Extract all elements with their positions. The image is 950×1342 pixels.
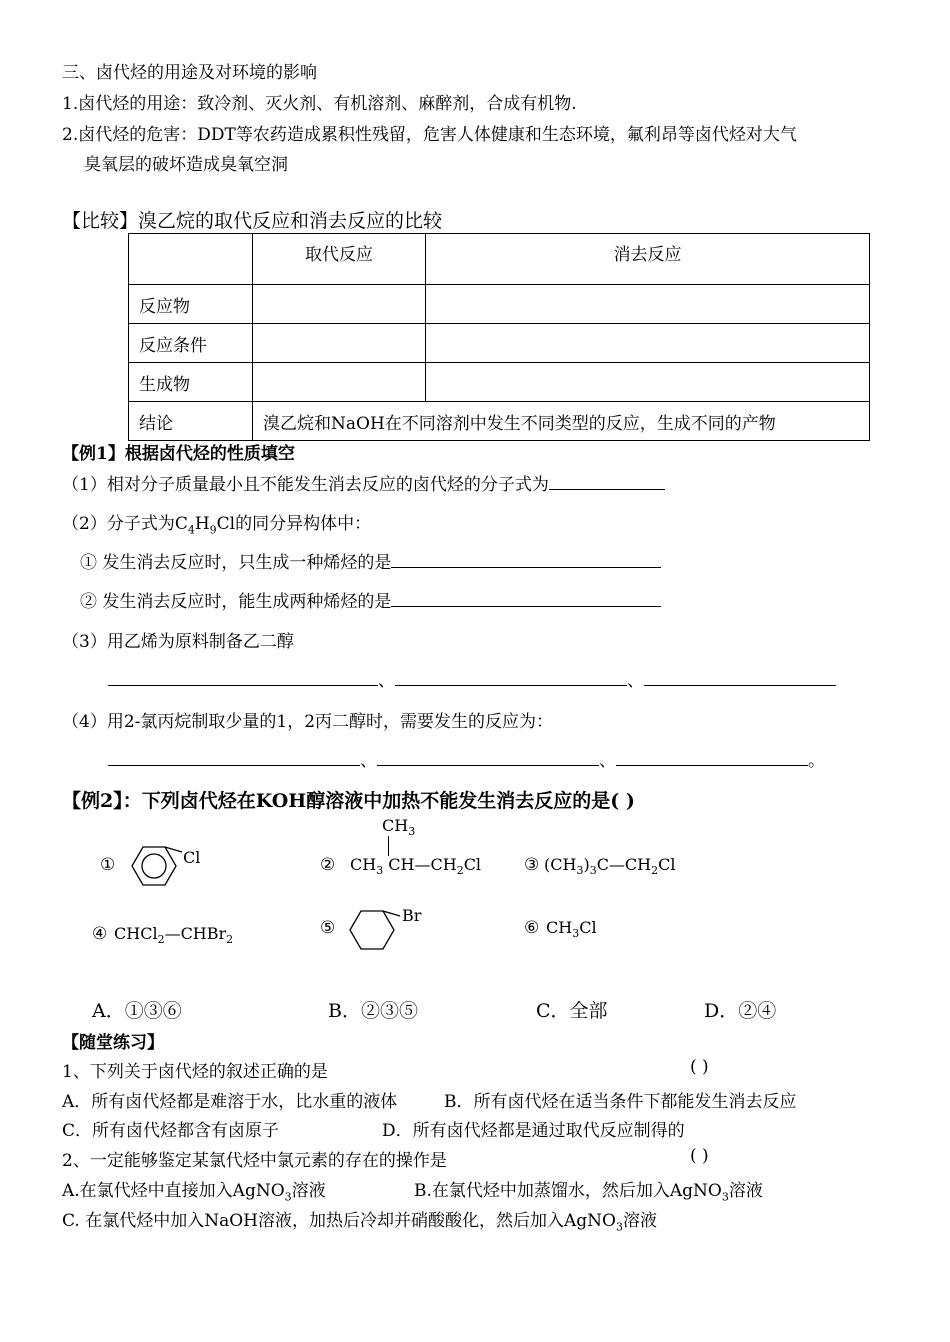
subscript: 3 [589, 864, 597, 878]
option-c[interactable]: C．全部 [536, 1000, 608, 1022]
structure-3-number: ③ [524, 855, 540, 875]
question-text: Cl的同分异构体中： [216, 514, 372, 534]
subscript: 2 [651, 864, 659, 878]
conclusion-cell: 溴乙烷和NaOH在不同溶剂中发生不同类型的反应，生成不同的产物 [253, 402, 870, 441]
example1-q2a [80, 548, 661, 573]
answer-blank[interactable] [108, 684, 378, 686]
option-a[interactable]: A．①③⑥ [92, 1000, 182, 1022]
formula-text: CH—CH [388, 855, 457, 874]
structure-5-number: ⑤ [320, 918, 336, 938]
usage-item: 1.卤代烃的用途：致冷剂、灭火剂、有机溶剂、麻醉剂，合成有机物. [62, 94, 577, 114]
option-text: D．所有卤代烃都是通过取代反应制得的 [382, 1121, 685, 1141]
practice-q1-option-a[interactable] [62, 1087, 397, 1112]
structure-6-formula [546, 918, 597, 940]
example1-q4: （4）用2-氯丙烷制取少量的1，2丙二醇时，需要发生的反应为： [62, 712, 554, 732]
subscript: 3 [376, 864, 384, 878]
answer-blank[interactable] [108, 764, 360, 766]
answer-blank[interactable] [616, 764, 808, 766]
subscript: 4 [187, 523, 195, 537]
subscript: 3 [615, 1220, 623, 1234]
subscript: 3 [576, 864, 584, 878]
answer-blank[interactable] [391, 566, 661, 568]
practice-q2-option-c[interactable] [62, 1206, 657, 1233]
end-mark: 。 [808, 751, 825, 771]
formula-text: CH [350, 855, 377, 874]
option-text: A．所有卤代烃都是难溶于水，比水重的液体 [62, 1092, 398, 1112]
separator: 、 [599, 751, 616, 771]
answer-blank[interactable] [391, 605, 661, 607]
answer-cell[interactable] [426, 324, 870, 363]
question-text: H [194, 514, 210, 534]
example1-q3: （3）用乙烯为原料制备乙二醇 [62, 632, 294, 652]
table-header-row [129, 234, 870, 285]
answer-paren[interactable]: ( ) [690, 1057, 709, 1077]
subscript: 2 [157, 933, 165, 947]
example1-q1 [62, 470, 665, 495]
practice-title: 【随堂练习】 [62, 1033, 164, 1053]
answer-cell[interactable] [426, 285, 870, 324]
option-text: 溶液 [728, 1181, 763, 1201]
benzene-ring-icon [120, 834, 220, 898]
separator: 、 [627, 671, 644, 691]
answer-paren[interactable]: ( ) [690, 1146, 709, 1166]
answer-blank[interactable] [644, 684, 836, 686]
subscript: 3 [721, 1190, 729, 1204]
structure-2-number: ② [320, 855, 336, 875]
formula-text: C—CH [596, 855, 652, 874]
col-header-substitution: 取代反应 [253, 234, 426, 285]
answer-blank[interactable] [395, 684, 627, 686]
structure-6-number: ⑥ [524, 918, 540, 938]
question-text: （1）相对分子质量最小且不能发生消去反应的卤代烃的分子式为 [62, 475, 549, 495]
practice-q1-option-c[interactable] [62, 1116, 279, 1141]
option-d[interactable]: D．②④ [704, 1000, 777, 1022]
subscript: 3 [284, 1190, 292, 1204]
question-text: ① 发生消去反应时，只生成一种烯烃的是 [80, 553, 392, 573]
compare-table [128, 233, 870, 441]
table-row [129, 324, 870, 363]
formula-text: —CHBr [164, 924, 227, 943]
option-b[interactable]: B．②③⑤ [328, 1000, 418, 1022]
subscript: 3 [408, 825, 416, 839]
formula-text: Cl [579, 918, 597, 937]
structure-4-number: ④ [92, 924, 108, 944]
practice-q1-option-d[interactable] [382, 1116, 685, 1141]
chlorine-label: Cl [183, 848, 201, 867]
row-label: 反应条件 [129, 324, 253, 363]
practice-q1-option-b[interactable] [444, 1087, 797, 1112]
separator: 、 [378, 671, 395, 691]
compare-title: 【比较】溴乙烷的取代反应和消去反应的比较 [62, 210, 443, 232]
structure-4-formula [114, 924, 233, 946]
answer-cell[interactable] [253, 285, 426, 324]
table-cell [129, 234, 253, 285]
option-text: B．所有卤代烃在适当条件下都能发生消去反应 [444, 1092, 797, 1112]
row-label: 反应物 [129, 285, 253, 324]
row-label: 结论 [129, 402, 253, 441]
structure-2-formula [350, 855, 481, 877]
example1-title: 【例1】根据卤代烃的性质填空 [62, 444, 295, 464]
option-text: A.在氯代烃中直接加入AgNO [62, 1181, 285, 1201]
bromine-label: Br [402, 906, 422, 925]
formula-text: CHCl [114, 924, 158, 943]
formula-text: CH [382, 816, 409, 835]
option-text: B.在氯代烃中加蒸馏水，然后加入AgNO [414, 1181, 722, 1201]
harm-item-line1: 2.卤代烃的危害：DDT等农药造成累积性残留，危害人体健康和生态环境，氟利昂等卤代烃对大气 [62, 125, 797, 145]
formula-text: Cl [658, 855, 676, 874]
separator: 、 [360, 751, 377, 771]
subscript: 3 [572, 927, 580, 941]
subscript: 2 [456, 864, 464, 878]
structure-1-number: ① [100, 855, 116, 875]
example2-title: 【例2】：下列卤代烃在KOH醇溶液中加热不能发生消去反应的是( ) [62, 790, 635, 812]
formula-text: Cl [463, 855, 482, 874]
formula-text: (CH [544, 855, 577, 874]
formula-text: CH [546, 918, 573, 937]
formula-text: ) [583, 855, 590, 874]
answer-blank[interactable] [377, 764, 599, 766]
example1-q2b [80, 587, 661, 612]
example1-q2 [62, 509, 371, 536]
option-text: 溶液 [291, 1181, 326, 1201]
col-header-elimination: 消去反应 [426, 234, 870, 285]
structure-3-formula [544, 855, 675, 877]
option-text: 溶液 [622, 1211, 657, 1231]
question-text: ② 发生消去反应时，能生成两种烯烃的是 [80, 592, 392, 612]
harm-item-line2: 臭氧层的破坏造成臭氧空洞 [84, 155, 288, 175]
practice-q2-option-a[interactable] [62, 1176, 326, 1203]
example1-q4-blanks [108, 746, 825, 771]
answer-cell[interactable] [253, 363, 426, 402]
table-row [129, 363, 870, 402]
practice-q1: 1、下列关于卤代烃的叙述正确的是 [62, 1062, 328, 1082]
practice-q2: 2、一定能够鉴定某氯代烃中氯元素的存在的操作是 [62, 1151, 447, 1171]
answer-cell[interactable] [426, 363, 870, 402]
subscript: 2 [226, 933, 234, 947]
table-row [129, 402, 870, 441]
table-row [129, 285, 870, 324]
practice-q2-option-b[interactable] [414, 1176, 763, 1203]
bond-line [388, 836, 389, 856]
branch-methyl [382, 816, 415, 838]
subscript: 9 [209, 523, 217, 537]
answer-blank[interactable] [549, 488, 665, 490]
option-text: C. 在氯代烃中加入NaOH溶液，加热后冷却并硝酸酸化，然后加入AgNO [62, 1211, 616, 1231]
row-label: 生成物 [129, 363, 253, 402]
question-text: （2）分子式为C [62, 514, 188, 534]
answer-cell[interactable] [253, 324, 426, 363]
example1-q3-blanks [108, 666, 836, 691]
section-heading: 三、卤代烃的用途及对环境的影响 [62, 63, 317, 83]
option-text: C．所有卤代烃都含有卤原子 [62, 1121, 280, 1141]
